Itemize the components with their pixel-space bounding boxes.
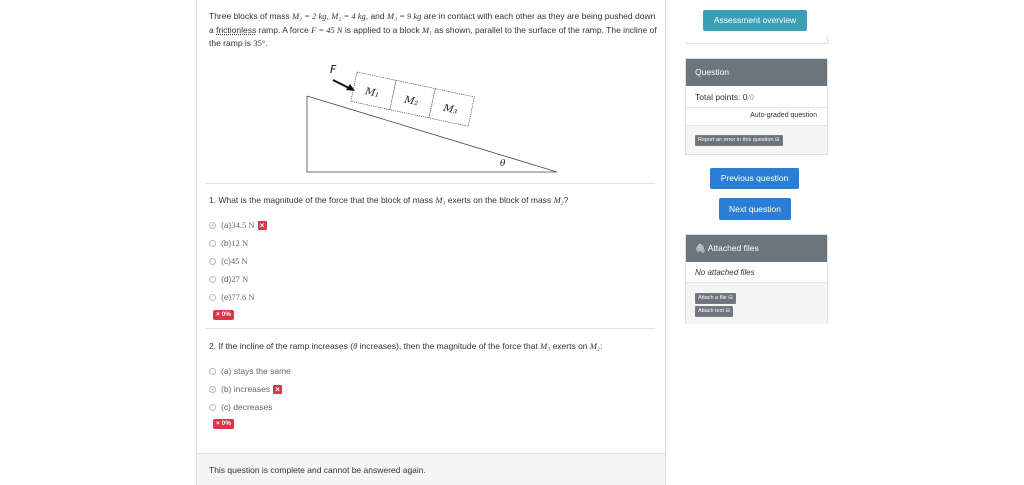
previous-question-button[interactable]: Previous question xyxy=(710,168,799,189)
question-panel-title: Question xyxy=(686,59,827,86)
radio-icon[interactable] xyxy=(209,294,216,301)
q2-choice-a[interactable]: (a) stays the same xyxy=(209,366,291,376)
q1-score-badge: × 0% xyxy=(213,310,234,320)
incorrect-icon: × xyxy=(258,221,267,230)
overview-card-edge xyxy=(685,36,828,44)
block-m3-label: M₃ xyxy=(442,102,459,117)
question-prompt: Three blocks of mass M₁ = 2 kg, M₂ = 4 kg, and M₃ = 9 kg are in contact with each other as they are being pushed down a frictionless ramp. A force F = 45 N is applied to a block M₁ as shown, parallel to the surface of the ramp. The incline of the ramp is 35°. xyxy=(209,11,657,48)
block-m2-label: M₂ xyxy=(403,94,420,109)
question-footer xyxy=(197,453,665,485)
theta-label: θ xyxy=(500,159,506,169)
radio-icon[interactable] xyxy=(209,258,216,265)
question-card xyxy=(196,0,666,485)
report-error-button[interactable]: Report an error in this question ⊟ xyxy=(695,135,783,146)
panel-footer xyxy=(686,125,827,154)
files-panel-footer xyxy=(686,282,827,324)
q1-choice-a[interactable]: (a) 34.5 N × xyxy=(209,220,267,230)
q1-choice-e[interactable]: (e) 77.6 N xyxy=(209,292,255,302)
q2-score-badge: × 0% xyxy=(213,419,234,429)
auto-graded-label: Auto-graded question xyxy=(750,112,817,119)
radio-icon[interactable] xyxy=(209,276,216,283)
completion-message: This question is complete and cannot be answered again. xyxy=(209,465,426,475)
next-question-button[interactable]: Next question xyxy=(719,198,791,220)
attach-file-button[interactable]: Attach a file ⊟ xyxy=(695,293,736,304)
paperclip-icon: 🖇 xyxy=(695,243,706,253)
question-panel xyxy=(685,58,828,155)
divider xyxy=(205,183,655,184)
radio-selected-icon[interactable] xyxy=(209,386,216,393)
block-m1-label: M₁ xyxy=(363,86,381,100)
radio-icon[interactable] xyxy=(209,404,216,411)
radio-selected-icon[interactable] xyxy=(209,222,216,229)
q2-choice-c[interactable]: (c) decreases xyxy=(209,402,273,412)
q2-choice-b[interactable]: (b) increases × xyxy=(209,384,282,394)
frictionless-glossary-link[interactable]: frictionless xyxy=(216,24,257,35)
q1-choice-c[interactable]: (c) 45 N xyxy=(209,256,248,266)
panel-divider xyxy=(686,107,827,108)
q2-text: 2. If the incline of the ramp increases (θ increases), then the magnitude of the force that M₃ exerts on M₂: xyxy=(209,341,603,351)
no-files-message: No attached files xyxy=(695,268,755,277)
force-label: F xyxy=(330,63,337,76)
files-panel-header: 🖇 Attached files xyxy=(686,235,827,262)
attach-text-button[interactable]: Attach text ⊟ xyxy=(695,306,733,317)
radio-icon[interactable] xyxy=(209,368,216,375)
incorrect-icon: × xyxy=(273,385,282,394)
ramp-diagram xyxy=(305,60,565,175)
q1-choice-d[interactable]: (d) 27 N xyxy=(209,274,248,284)
files-panel xyxy=(685,234,828,324)
q1-choice-b[interactable]: (b) 12 N xyxy=(209,238,248,248)
divider xyxy=(205,328,655,329)
radio-icon[interactable] xyxy=(209,240,216,247)
assessment-overview-button[interactable]: Assessment overview xyxy=(703,10,807,31)
q1-text: 1. What is the magnitude of the force that the block of mass M₃ exerts on the block of mass M₂? xyxy=(209,195,569,205)
total-points: Total points: 0/0 xyxy=(695,92,754,102)
